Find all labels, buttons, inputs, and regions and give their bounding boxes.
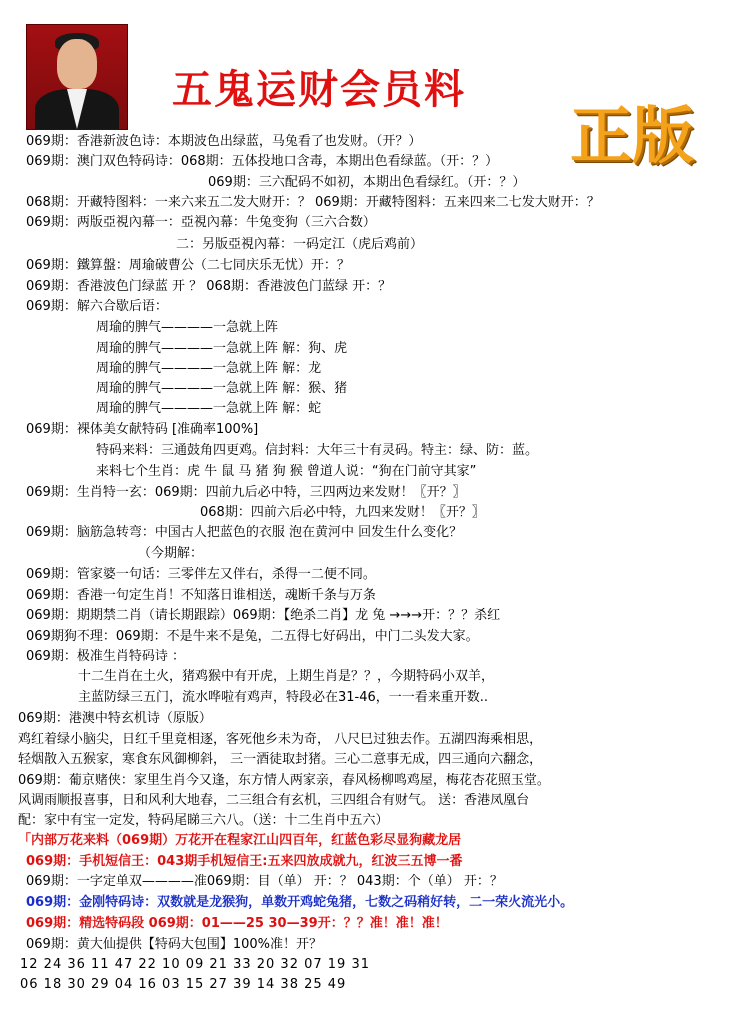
profile-photo (26, 24, 128, 130)
text-line: 069期：裸体美女献特码 [准确率100%] (26, 422, 259, 437)
text-line: 周瑜的脾气————一急就上阵 (96, 320, 279, 335)
text-line: 069期：港澳中特玄机诗（原版） (18, 711, 212, 726)
text-line-highlight: 069期：金刚特码诗：双数就是龙猴狗，单数开鸡蛇兔猪，七数之码稍好转，二一荣火流光小。 (26, 895, 574, 910)
text-line: 轻烟散入五猴家，寒食东风御柳斜， 三一酒徒取封猪。三心二意事无成，四三通向六翻念， (18, 752, 543, 767)
text-line: 069期：期期禁二肖（请长期跟踪）069期：【绝杀二肖】龙 兔 →→→开：？？杀红 (26, 608, 501, 623)
text-line: 配：家中有宝一定发，特码尾睇三六八。（送：十二生肖中五六） (18, 813, 389, 828)
text-line: 069期：生肖特一玄：069期：四前九后必中特，三四两边来发财！〖开？〗 (26, 485, 466, 500)
text-line: 周瑜的脾气————一急就上阵 解：龙 (96, 361, 322, 376)
text-line: 069期：一字定单双————准069期：目（单） 开：？ 043期：个（单） 开：？ (26, 874, 503, 889)
text-line: 068期：四前六后必中特，九四来发财！〖开？〗 (200, 505, 485, 520)
text-line: 069期：极准生肖特码诗 ： (26, 649, 185, 664)
text-line: 069期狗不理：069期：不是牛来不是兔，二五得七好码出，中门二头发大家。 (26, 629, 479, 644)
authentic-badge: 正版 (570, 99, 695, 172)
number-row: 06 18 30 29 04 16 03 15 27 39 14 38 25 49 (20, 977, 347, 992)
text-line-highlight: 069期：精选特码段 069期：01——25 30—39开：？？准！准！准！ (26, 916, 448, 931)
text-line: 069期：管家婆一句话：三零伴左又伴右，杀得一二便不同。 (26, 567, 376, 582)
text-line: 069期：香港新波色诗：本期波色出绿蓝，马兔看了也发财。（开？） (26, 134, 422, 149)
text-line-highlight: 「内部万花来料（069期）万花开在程家江山四百年，红蓝色彩尽显狗藏龙居 (18, 833, 462, 848)
text-line: 069期：解六合歇后语： (26, 299, 168, 314)
text-line: 风调雨顺报喜事，日和风利大地春，二三组合有玄机，三四组合有财气。 送：香港凤凰台 (18, 793, 530, 808)
text-line-highlight: 069期：手机短信王：043期手机短信王:五来四放成就九，红波三五博一番 (26, 854, 463, 869)
text-line: 069期：澳门双色特码诗：068期：五体投地口含毒，本期出色看绿蓝。（开：？） (26, 154, 499, 169)
text-line: 十二生肖在土火，猪鸡猴中有开虎，上期生肖是？？，今期特码小双羊， (78, 669, 495, 684)
text-line: 069期：鐵算盤：周瑜破曹公（二七同庆乐无忧）开：？ (26, 258, 350, 273)
text-line: 鸡红着绿小脑尖，日红千里竟相逐，客死他乡未为奇， 八尺巳过独去作。五湖四海乘相思， (18, 732, 543, 747)
text-line: 周瑜的脾气————一急就上阵 解：蛇 (96, 401, 322, 416)
text-line: 069期：香港波色门绿蓝 开 ？ 068期：香港波色门蓝绿 开：？ (26, 279, 392, 294)
number-row: 12 24 36 11 47 22 10 09 21 33 20 32 07 19 31 (20, 957, 370, 972)
text-line: 来料七个生肖：虎 牛 鼠 马 猪 狗 猴 曾道人说：“狗在门前守其家” (96, 464, 477, 479)
text-line: 068期：开藏特图料：一来六来五二发大财开：？ 069期：开藏特图料：五来四来二七发大财开：？ (26, 195, 600, 210)
text-line: 周瑜的脾气————一急就上阵 解：狗、虎 (96, 341, 348, 356)
text-line: 069期：黄大仙提供【特码大包围】100%准！开？ (26, 937, 322, 952)
text-line: 069期：香港一句定生肖！不知落日谁相送，魂断千条与万条 (26, 588, 376, 603)
text-line: 周瑜的脾气————一急就上阵 解：猴、猪 (96, 381, 348, 396)
page-title: 五鬼运财会员料 (172, 66, 466, 113)
text-line: 二：另版亞視內幕：一码定江（虎后鸡前） (176, 237, 424, 252)
text-line: 069期：脑筋急转弯：中国古人把蓝色的衣服 泡在黄河中 回发生什么变化？ (26, 525, 463, 540)
text-line: （今期解： (138, 546, 204, 561)
text-line: 主蓝防绿三五门，流水哗啦有鸡声，特段必在31-46，一一看来重开数.. (78, 690, 489, 705)
text-line: 069期：两版亞視內幕一：亞視內幕：牛兔变狗（三六合数） (26, 215, 376, 230)
text-line: 069期：葡京赌侠：家里生肖今又逢，东方情人两家亲，春风杨柳鸣鸡屋，梅花杏花照玉堂。 (18, 773, 550, 788)
text-line: 特码来料：三通鼓角四更鸡。信封料：大年三十有灵码。特主：绿、防：蓝。 (96, 443, 539, 458)
text-line: 069期：三六配码不如初，本期出色看绿红。（开：？） (208, 175, 526, 190)
